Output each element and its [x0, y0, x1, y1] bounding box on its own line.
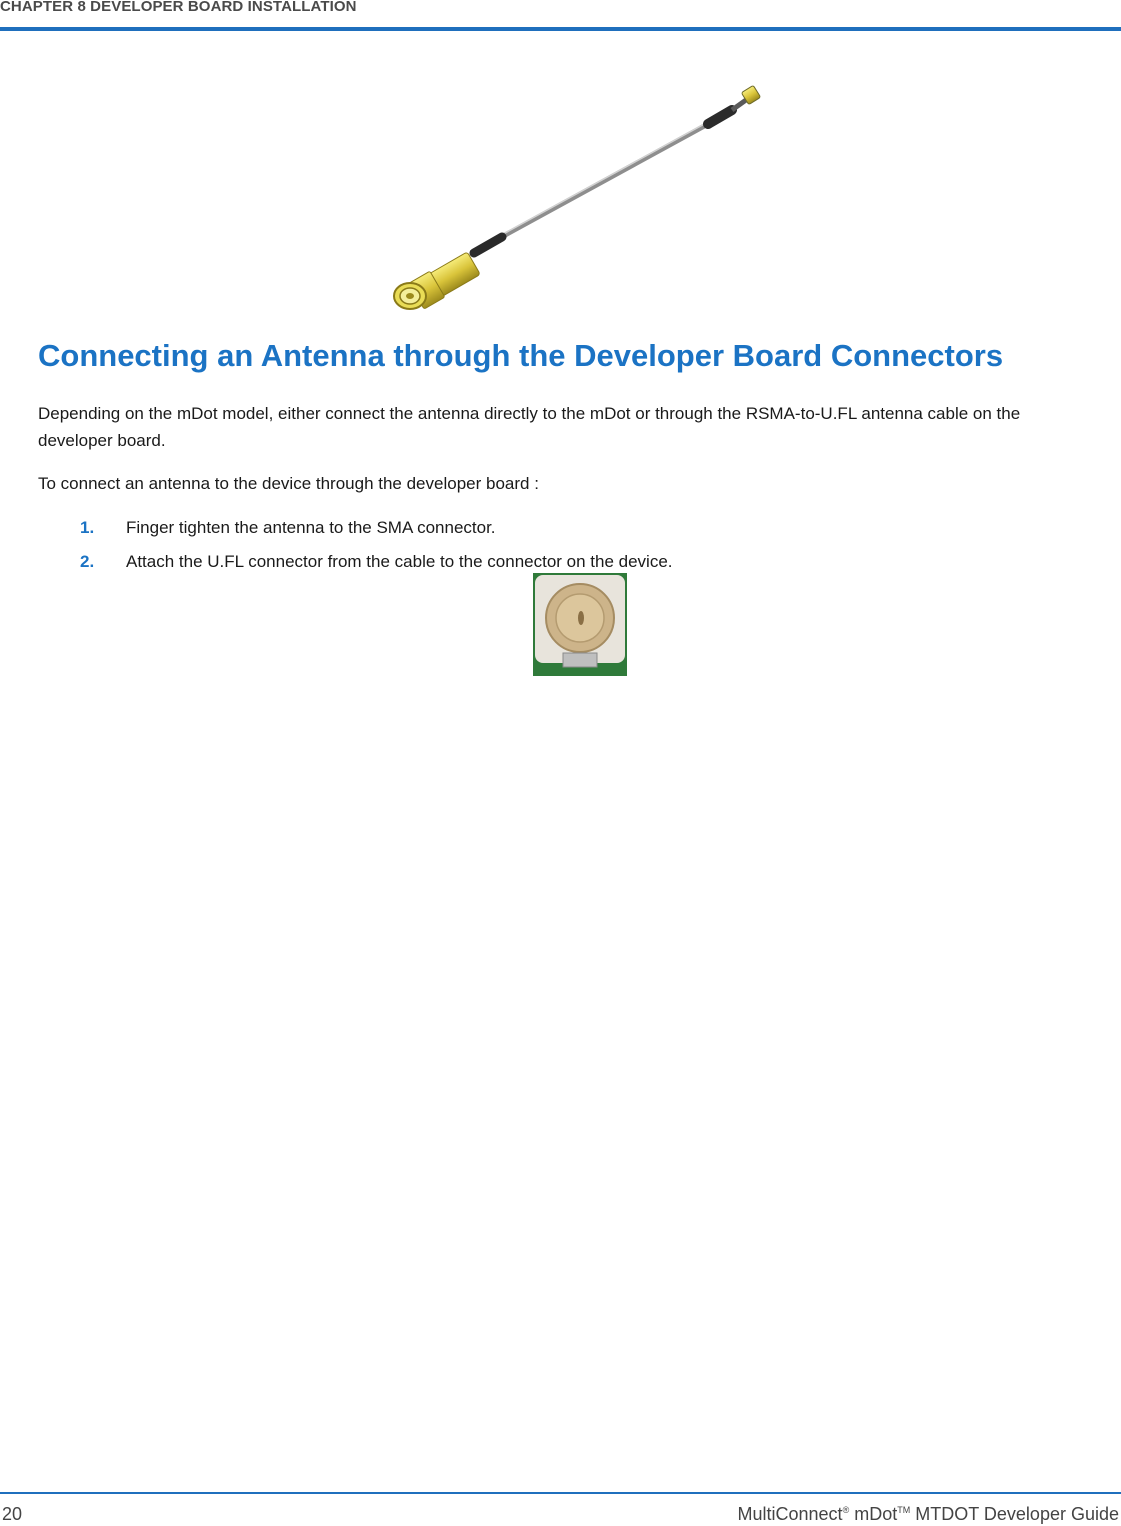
- trademark-mark: TM: [897, 1505, 911, 1515]
- antenna-cable-image: [390, 78, 780, 314]
- step-number: 2.: [80, 552, 95, 571]
- registered-mark: ®: [842, 1505, 850, 1515]
- intro-paragraph: Depending on the mDot model, either connect the antenna directly to the mDot or through the RSMA-to-U.FL antenna cable on the developer board.: [38, 404, 1021, 450]
- step-text: Attach the U.FL connector from the cable to the connector on the device.: [126, 552, 673, 571]
- brand-name: MultiConnect: [737, 1504, 843, 1524]
- step-text: Finger tighten the antenna to the SMA connector.: [126, 518, 496, 537]
- section-heading: Connecting an Antenna through the Developer Board Connectors: [38, 338, 1004, 373]
- document-title: MTDOT Developer Guide: [915, 1504, 1119, 1524]
- instruction-paragraph: To connect an antenna to the device through the developer board :: [38, 474, 539, 493]
- product-name: mDot: [854, 1504, 898, 1524]
- footer-doc-title: [738, 1504, 1119, 1525]
- page-number: 20: [2, 1504, 23, 1524]
- step-number: 1.: [80, 518, 95, 537]
- header-divider: [0, 27, 1121, 31]
- ufl-connector-image: [533, 573, 627, 676]
- footer-divider: [0, 1492, 1121, 1494]
- chapter-label: CHAPTER 8 DEVELOPER BOARD INSTALLATION: [0, 0, 357, 15]
